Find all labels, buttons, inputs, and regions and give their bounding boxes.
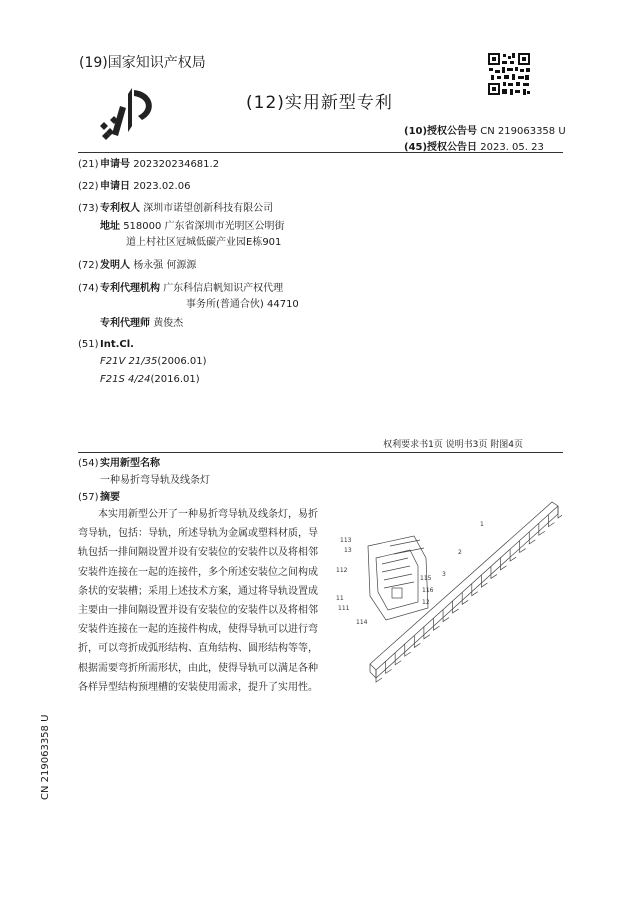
side-publication-number: CN 219063358 U <box>40 714 51 800</box>
field-value: 518000 广东省深圳市光明区公明街 <box>123 221 285 232</box>
rail-segment-tick <box>414 635 420 647</box>
field-code: (51) <box>78 339 99 350</box>
field-value: 202320234681.2 <box>133 159 220 170</box>
rail-segment-tick <box>558 506 562 518</box>
utility-model-title-heading <box>78 456 160 472</box>
field-code: (54) <box>78 458 99 469</box>
rail-drawing-figure <box>330 488 562 704</box>
office-name: (19)国家知识产权局 <box>79 55 206 71</box>
ipc-entry-2 <box>100 372 200 388</box>
rail-segment-tick <box>472 584 478 596</box>
field-code: (73) <box>78 203 99 214</box>
field-label: 申请号 <box>100 159 130 170</box>
publication-number-label: (10)授权公告号 <box>404 126 478 137</box>
inventors <box>78 258 196 274</box>
field-label: 专利权人 <box>100 203 140 214</box>
figure-label: 114 <box>356 619 368 626</box>
rail-segment-tick <box>376 670 382 682</box>
patentee <box>78 201 273 217</box>
application-number <box>78 157 219 173</box>
figure-label: 112 <box>336 567 348 574</box>
ipc-code: F21S 4/24 <box>100 374 151 385</box>
rail-segment-tick <box>539 523 545 535</box>
patent-agent <box>100 316 183 332</box>
field-value: 2023.02.06 <box>133 181 191 192</box>
rail-segment-tick <box>520 541 526 553</box>
patent-agency-line2: 事务所(普通合伙) 44710 <box>186 299 299 310</box>
rail-segment-tick <box>491 566 497 578</box>
rail-segment-tick <box>405 644 411 656</box>
rail-segment-tick <box>433 618 439 630</box>
field-value: 黄俊杰 <box>153 318 184 329</box>
field-label: Int.Cl. <box>100 339 134 350</box>
patentee-address-line2: 道上村社区冠城低碳产业园E栋901 <box>126 237 282 248</box>
rail-segment-tick <box>462 592 468 604</box>
figure-label: 11 <box>336 595 344 602</box>
figure-label: 111 <box>338 605 350 612</box>
figure-label: 113 <box>340 537 352 544</box>
page-count-info: 权利要求书1页 说明书3页 附图4页 <box>383 440 523 450</box>
figure-label: 12 <box>422 599 430 606</box>
rail-segment-tick <box>443 610 449 622</box>
field-label: 专利代理机构 <box>100 283 160 294</box>
field-label: 地址 <box>100 221 120 232</box>
ipc-classification <box>78 337 134 353</box>
rail-segment-tick <box>424 627 430 639</box>
rail-segment-tick <box>548 515 554 527</box>
field-code: (21) <box>78 159 99 170</box>
field-code: (57) <box>78 492 99 503</box>
field-value: 广东科信启帆知识产权代理 <box>163 283 284 294</box>
field-code: (22) <box>78 181 99 192</box>
publication-number <box>404 122 566 137</box>
qr-code-icon <box>487 52 531 96</box>
rail-segment-tick <box>501 558 507 570</box>
rail-segment-tick <box>481 575 487 587</box>
patentee-address <box>100 219 285 235</box>
field-label: 发明人 <box>100 260 130 271</box>
field-code: (72) <box>78 260 99 271</box>
cnipa-logo-icon <box>98 86 168 142</box>
rail-segment-tick <box>510 549 516 561</box>
figure-label: 3 <box>442 571 446 578</box>
section-divider <box>78 452 563 453</box>
ipc-version: (2016.01) <box>150 374 200 385</box>
abstract-heading <box>78 490 120 506</box>
figure-label: 115 <box>420 575 432 582</box>
figure-label: 1 <box>480 521 484 528</box>
patent-agency <box>78 281 283 297</box>
field-code: (74) <box>78 283 99 294</box>
rail-segment-tick <box>386 661 392 673</box>
field-label: 实用新型名称 <box>100 458 160 469</box>
rail-segment-tick <box>395 653 401 665</box>
field-value: 深圳市诺望创新科技有限公司 <box>143 203 274 214</box>
field-label: 专利代理师 <box>100 318 150 329</box>
rail-segment-tick <box>529 532 535 544</box>
ipc-entry-1 <box>100 354 206 370</box>
utility-model-title: 一种易折弯导轨及线条灯 <box>100 475 210 486</box>
figure-label: 116 <box>422 587 434 594</box>
publication-date-label: (45)授权公告日 <box>404 142 478 153</box>
rail-segment-tick <box>453 601 459 613</box>
publication-number-value: CN 219063358 U <box>480 126 566 137</box>
ipc-code: F21V 21/35 <box>100 356 158 367</box>
field-label: 摘要 <box>100 492 120 503</box>
field-value: 杨永强 何源源 <box>133 260 197 271</box>
publication-date-value: 2023. 05. 23 <box>480 142 544 153</box>
field-label: 申请日 <box>100 181 130 192</box>
figure-label: 2 <box>458 549 462 556</box>
publication-date <box>404 138 544 153</box>
abstract-text: 本实用新型公开了一种易折弯导轨及线条灯，易折弯导轨，包括：导轨，所述导轨为金属或塑料材质，导轨包括一排间隔设置并设有安装位的安装件以及将相邻安装件连接在一起的连接件，多个所述安装位之间构成条状的安装槽；采用上述技术方案，通过将导轨设置成主要由一排间隔设置并设有安装位的安装件以及将相邻安装件连接在一起的连接件构成，使得导轨可以进行弯折，可以弯折成弧形结构、直角结构、圆形结构等等，根据需要弯折所需形状，由此，使得导轨可以满足各种各样异型结构预埋槽的安装使用需求，提升了实用性。 <box>78 509 318 693</box>
header-divider <box>78 152 563 153</box>
ipc-version: (2006.01) <box>157 356 207 367</box>
document-type-title: (12)实用新型专利 <box>246 93 393 113</box>
application-date <box>78 179 190 195</box>
figure-label: 13 <box>344 547 352 554</box>
